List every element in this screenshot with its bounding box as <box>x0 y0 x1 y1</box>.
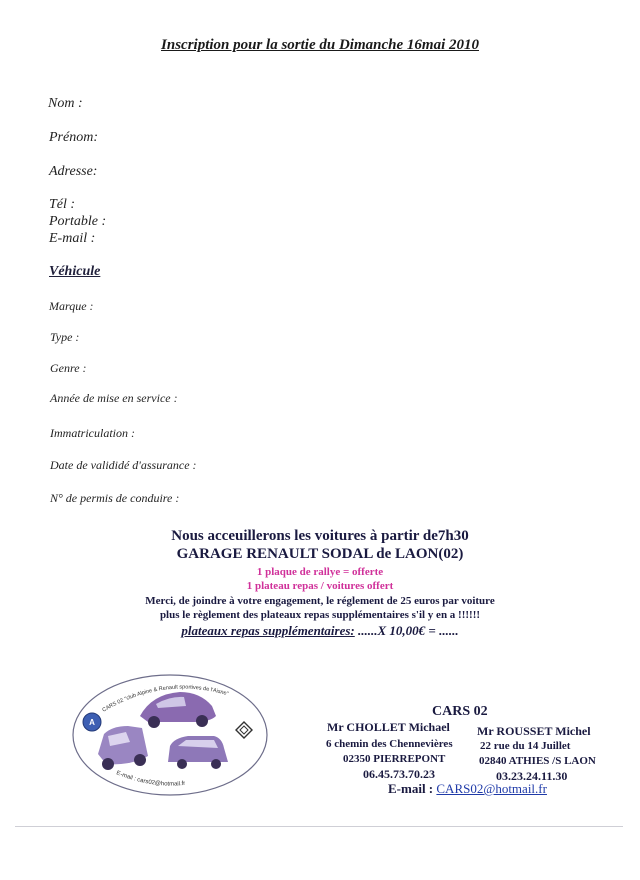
info-line-6: plus le règlement des plateaux repas supplémentaires s'il y en a !!!!!! <box>159 609 481 621</box>
immatriculation-label: Immatriculation : <box>50 426 135 440</box>
email-label: E-mail : <box>49 231 96 246</box>
info-line-3: 1 plaque de rallye = offerte <box>256 566 384 578</box>
logo-club-text: CARS 02 "club Alpine & Renault sportives de l'Aisne" <box>101 684 230 714</box>
contact-address-2: 22 rue du 14 Juillet <box>480 740 571 752</box>
alpine-badge-icon <box>83 713 101 731</box>
contact-name-1: Mr CHOLLET Michael <box>327 720 450 734</box>
plateaux-value: ......X 10,00€ = ...... <box>354 623 459 638</box>
marque-label: Marque : <box>49 299 94 313</box>
vehicule-heading: Véhicule <box>49 264 101 279</box>
svg-text:A: A <box>89 718 95 727</box>
assurance-label: Date de valididé d'assurance : <box>50 458 197 472</box>
contact-phone-2: 03.23.24.11.30 <box>496 769 568 783</box>
contact-city-2: 02840 ATHIES /S LAON <box>479 755 596 767</box>
logo-email: E-mail : cars02@hotmail.fr <box>115 770 186 788</box>
email-prefix: E-mail : <box>388 781 437 796</box>
form-title: Inscription pour la sortie du Dimanche 16mai 2010 <box>161 37 479 53</box>
genre-label: Genre : <box>50 361 87 375</box>
info-line-7 <box>0 623 640 639</box>
adresse-label: Adresse: <box>49 164 98 179</box>
email-link[interactable]: CARS02@hotmail.fr <box>436 781 547 796</box>
prenom-label: Prénom: <box>49 130 98 145</box>
tel-label: Tél : <box>49 197 76 212</box>
nom-label: Nom : <box>48 96 83 111</box>
bottom-divider <box>15 826 623 827</box>
info-line-2: GARAGE RENAULT SODAL de LAON(02) <box>176 546 464 562</box>
annee-label: Année de mise en service : <box>50 391 178 405</box>
portable-label: Portable : <box>49 214 107 229</box>
info-line-5: Merci, de joindre à votre engagement, le réglement de 25 euros par voiture <box>145 595 495 607</box>
info-line-1: Nous acceuillerons les voitures à partir de7h30 <box>171 528 469 544</box>
contact-address-1: 6 chemin des Chennevières <box>326 738 453 750</box>
type-label: Type : <box>50 330 80 344</box>
contact-phone-1: 06.45.73.70.23 <box>363 767 435 781</box>
info-line-4: 1 plateau repas / voitures offert <box>246 580 394 592</box>
contact-email <box>388 781 547 797</box>
club-name: CARS 02 <box>432 704 488 719</box>
cars02-logo <box>70 672 270 798</box>
permis-label: N° de permis de conduire : <box>50 491 180 505</box>
contact-name-2: Mr ROUSSET Michel <box>477 724 591 738</box>
plateaux-label: plateaux repas supplémentaires: <box>181 623 355 638</box>
contact-city-1: 02350 PIERREPONT <box>343 753 446 765</box>
